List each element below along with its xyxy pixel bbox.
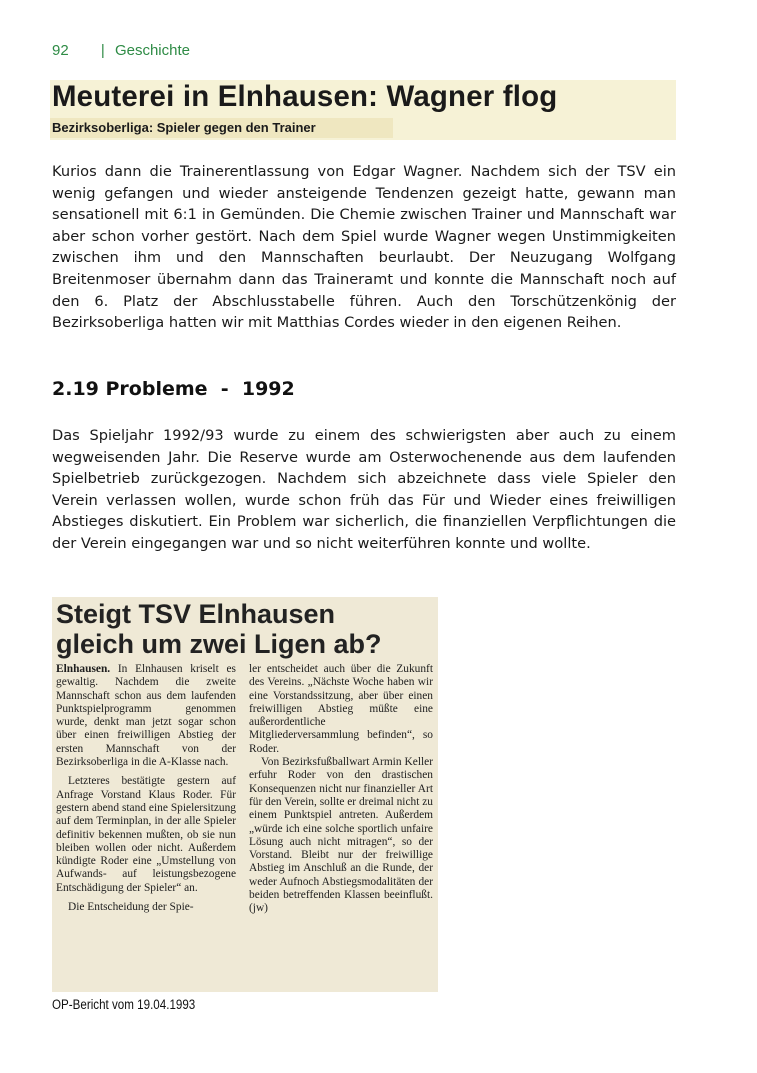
article-paragraph: Von Bezirksfußballwart Armin Keller erfuhr Roder von den drastischen Konsequenzen nicht nur finanzieller Art für den Verein, sollte er dreimal nicht zu einem Punktspiel antreten. Außerdem „würde ich eine solche sportlich unfaire Lösung auch nicht mitragen“, so der Vorstand. Bleibt nur der freiwillige Abstieg im Anschluß an die Runde, der weder Aufnoch Abstiegsmodalitäten der beiden betreffenden Klassen beeinflußt. (jw) — [249, 756, 433, 915]
clipping-caption: OP-Bericht vom 19.04.1993 — [52, 997, 196, 1012]
article-headline-line-1: Steigt TSV Elnhausen — [56, 599, 336, 629]
newspaper-clipping-article — [52, 597, 438, 992]
page-number: 92 — [52, 42, 69, 59]
article-column-2 — [249, 663, 433, 916]
body-paragraph-2: Das Spieljahr 1992/93 wurde zu einem des schwierigsten aber auch zu einem wegweisenden Jahr. Die Reserve wurde am Osterwochenende aus dem laufenden Spielbetrieb zurückgezogen. Nachdem sich abzeichnete dass viele Spieler den Verein verlassen wollen, wurde schon früh das Für und Wieder eines freiwilligen Abstieges diskutiert. Ein Problem war sicherlich, die finanziellen Verpflichtungen die der Verein eingegangen war und so nicht weiterführen konnte und wollte. — [52, 427, 676, 552]
article-paragraph: Die Entscheidung der Spie- — [68, 901, 194, 914]
section-title: 2.19 Probleme - 1992 — [52, 378, 295, 400]
article-paragraph: Elnhausen. In Elnhausen kriselt es gewaltig. Nachdem die zweite Mannschaft schon aus dem laufenden Punktspielprogramm genommen wurde, denkt man jetzt sogar schon über einen freiwilligen Abstieg der ersten Mannschaft von der Bezirksoberliga in die A-Klasse nach. — [56, 663, 236, 769]
article-paragraph: Letzteres bestätigte gestern auf Anfrage Vorstand Klaus Roder. Für gestern abend stand eine Spielersitzung auf dem Terminplan, in der alle Spieler definitiv bekennen mußten, ob sie nun bleiben wollen oder nicht. Außerdem kündigte Roder eine „Umstellung von Aufwands- auf leistungsbezogene Entschädigung der Spieler“ an. — [56, 775, 236, 894]
body-paragraph-1: Kurios dann die Trainerentlassung von Edgar Wagner. Nachdem sich der TSV ein wenig gefangen und wieder ansteigende Tendenzen gezeigt hatte, gewann man sensationell mit 6:1 in Gemünden. Die Chemie zwischen Trainer und Mannschaft war aber schon vorher gestört. Nach dem Spiel wurde Wagner wegen Unstimmigkeiten zwischen ihm und den Mannschaften beurlaubt. Der Neuzugang Wolfgang Breitenmoser übernahm dann das Traineramt und konnte die Mannschaft noch auf den 6. Platz der Abschlusstabelle führen. Auch den Torschützenkönig der Bezirksoberliga hatten wir mit Matthias Cordes wieder in den eigenen Reihen. — [52, 163, 676, 332]
page-header — [52, 42, 190, 59]
article-column-1 — [56, 663, 236, 914]
section-name: Geschichte — [114, 42, 190, 59]
clipping-headline: Meuterei in Elnhausen: Wagner flog — [52, 80, 558, 113]
article-dateline: Elnhausen. — [56, 663, 111, 675]
newspaper-clipping-headline — [50, 80, 676, 140]
article-headline-line-2: gleich um zwei Ligen ab? — [56, 629, 382, 659]
article-paragraph: ler entscheidet auch über die Zukunft des Vereins. „Nächste Woche haben wir eine Vorstandssitzung, aber über einen freiwilligen Abstieg müßte eine außerordentliche Mitgliederversammlung befinden“, so Roder. — [249, 663, 433, 755]
clipping-subheadline: Bezirksoberliga: Spieler gegen den Trainer — [52, 120, 316, 135]
article-headline — [56, 599, 382, 659]
header-separator: | — [100, 42, 105, 59]
